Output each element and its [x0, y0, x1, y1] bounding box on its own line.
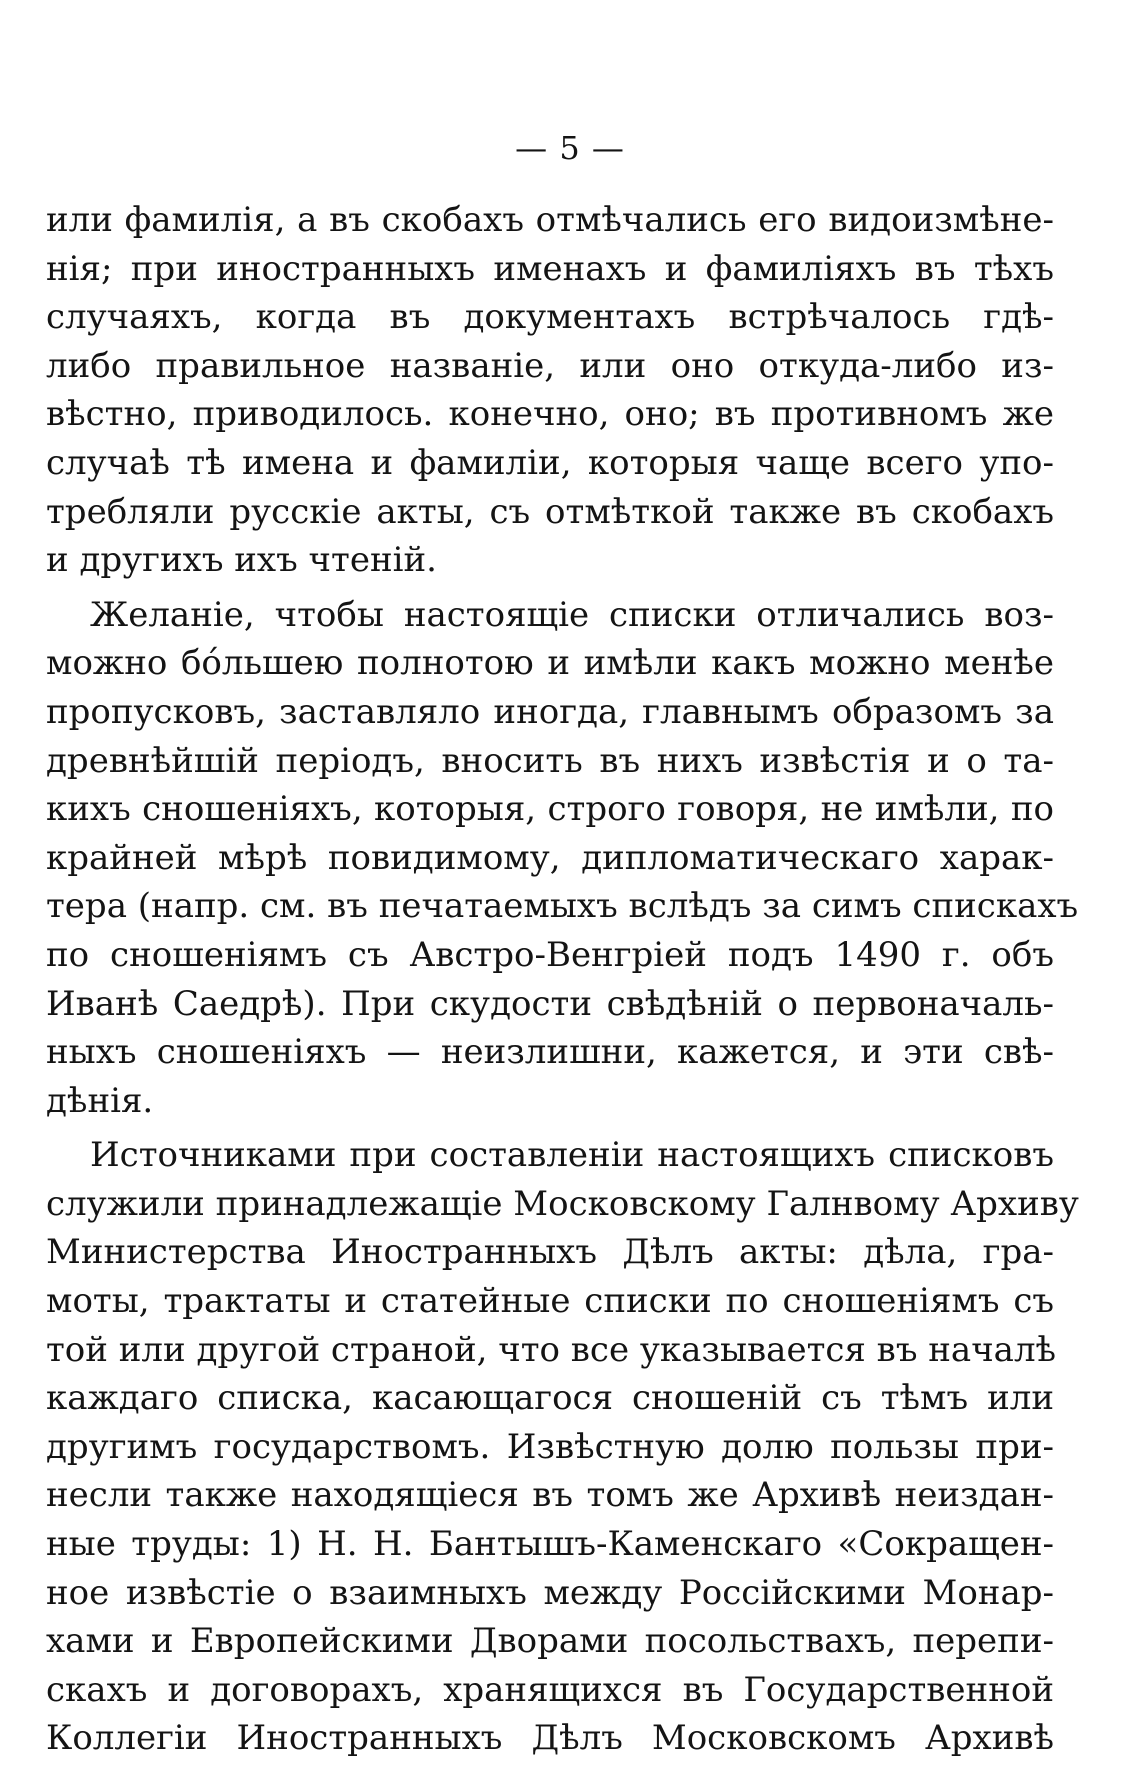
text-line: случаяхъ, когда въ документахъ встрѣчалось гдѣ-	[46, 297, 1054, 338]
text-line: дѣнія.	[46, 1080, 154, 1121]
paragraph-1	[46, 196, 1054, 585]
text-line: случаѣ тѣ имена и фамиліи, которыя чаще всего упо-	[46, 442, 1054, 483]
paragraph-2	[46, 591, 1079, 1126]
text-line: каждаго списка, касающагося сношеній съ тѣмъ или	[46, 1378, 1054, 1419]
text-line: пропусковъ, заставляло иногда, главнымъ образомъ за	[46, 691, 1054, 732]
text-line: тера (напр. см. въ печатаемыхъ вслѣдъ за симъ спискахъ	[46, 886, 1079, 927]
page-number: — 5 —	[515, 129, 625, 167]
text-line: служили принадлежащіе Московскому Галнвому Архиву	[46, 1183, 1079, 1224]
text-line: либо правильное названіе, или оно откуда-либо из-	[46, 345, 1054, 386]
text-line: моты, трактаты и статейные списки по сношеніямъ съ	[46, 1281, 1054, 1322]
text-line: Иванѣ Саедрѣ). При скудости свѣдѣній о первоначаль-	[46, 983, 1054, 1024]
text-line: Коллегіи Иностранныхъ Дѣлъ Московскомъ Архивѣ	[46, 1718, 1054, 1759]
text-line: нія; при иностранныхъ именахъ и фамиліяхъ въ тѣхъ	[46, 248, 1054, 289]
text-line: другимъ государствомъ. Извѣстную долю пользы при-	[46, 1426, 1054, 1467]
text-line: ное извѣстіе о взаимныхъ между Россійскими Монар-	[46, 1572, 1054, 1613]
body-text	[46, 196, 1079, 1763]
text-line: и другихъ ихъ чтеній.	[46, 540, 437, 581]
text-line: требляли русскіе акты, съ отмѣткой также въ скобахъ	[46, 491, 1054, 532]
text-line: хами и Европейскими Дворами посольствахъ, перепи-	[46, 1621, 1054, 1662]
text-line: крайней мѣрѣ повидимому, дипломатическаго харак-	[46, 837, 1054, 878]
text-line: кихъ сношеніяхъ, которыя, строго говоря, не имѣли, по	[46, 789, 1054, 830]
text-line: древнѣйшій періодъ, вносить въ нихъ извѣстія и о та-	[46, 740, 1054, 781]
text-line: той или другой страной, что все указывается въ началѣ	[46, 1329, 1057, 1370]
text-line: или фамилія, а въ скобахъ отмѣчались его видоизмѣне-	[46, 200, 1054, 240]
text-line: вѣстно, приводилось. конечно, оно; въ противномъ же	[46, 394, 1054, 435]
text-line: Желаніе, чтобы настоящіе списки отличались воз-	[90, 594, 1054, 635]
text-line: несли также находящіеся въ томъ же Архивѣ неиздан-	[46, 1475, 1054, 1516]
text-line: ные труды: 1) Н. Н. Бантышъ-Каменскаго «Сокращен-	[46, 1524, 1054, 1565]
text-line: можно бо́льшею полнотою и имѣли какъ можно менѣе	[46, 643, 1054, 684]
text-line: по сношеніямъ съ Австро-Венгріей подъ 1490 г. объ	[46, 934, 1054, 975]
paragraph-3	[46, 1131, 1079, 1763]
text-line: скахъ и договорахъ, хранящихся въ Государственной	[46, 1669, 1054, 1710]
text-line: Источниками при составленіи настоящихъ списковъ	[90, 1135, 1054, 1176]
text-line: ныхъ сношеніяхъ — неизлишни, кажется, и эти свѣ-	[46, 1032, 1054, 1073]
text-line: Министерства Иностранныхъ Дѣлъ акты: дѣла, гра-	[46, 1232, 1054, 1273]
